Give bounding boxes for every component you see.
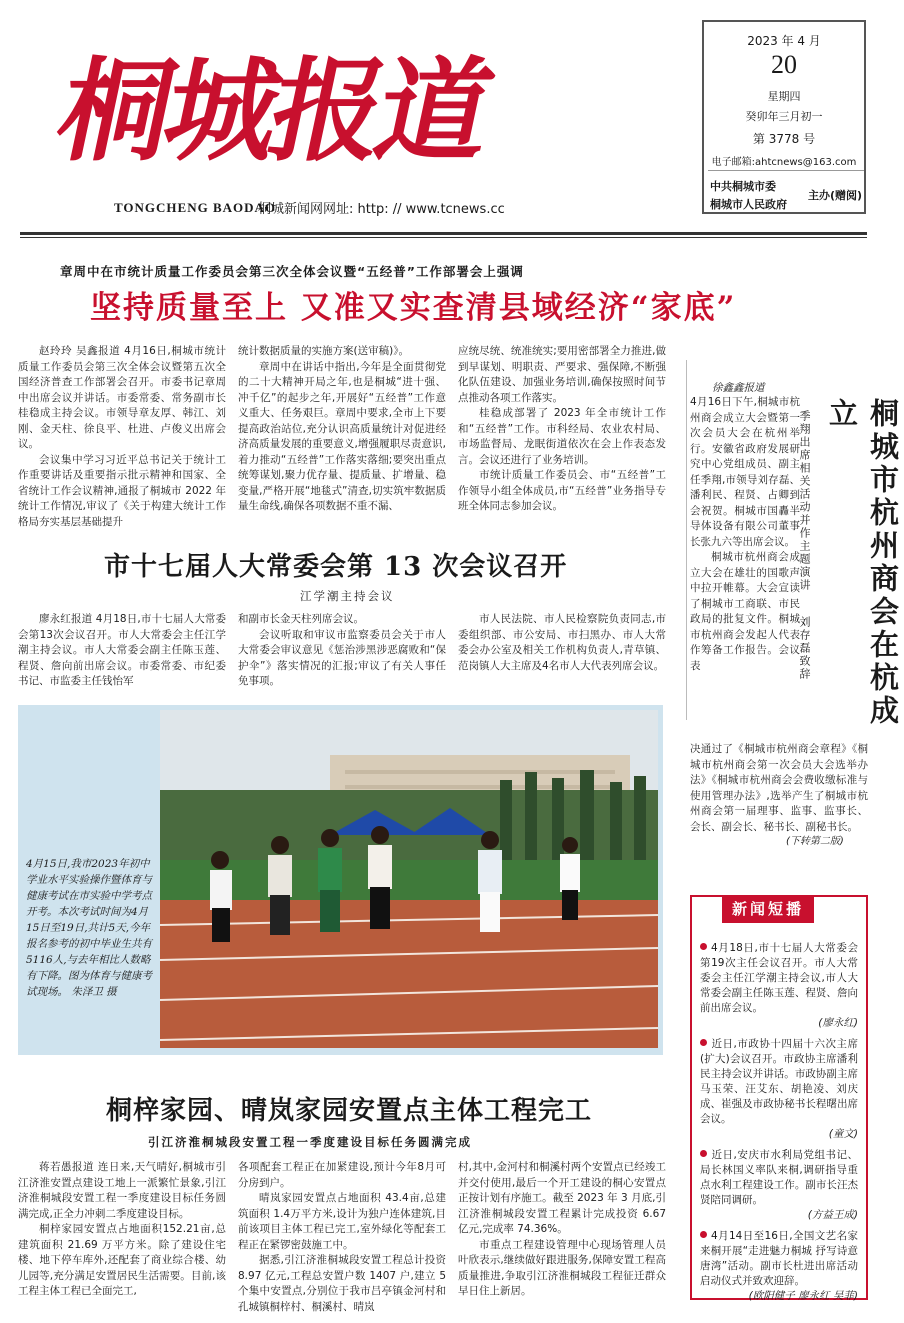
masthead-pinyin: TONGCHENG BAODAO xyxy=(114,200,277,215)
chamber-sub-2: 刘存磊致辞 xyxy=(798,616,811,681)
sponsor-1: 中共桐城市委 xyxy=(710,180,776,193)
housing-column-2: 各项配套工程正在加紧建设,预计今年8月可分房到户。 晴岚家园安置点占地面积 43.4亩,总建筑面积 1.4万平方米,设计为独户连体建筑,目前该项目主体工程已完工,室外绿化等配套工程正在紧锣密鼓施工中。 据悉,引江济淮桐城段安置工程总计投资 8.97 亿元,工程总安置户数 1407 户,建立 5 个集中安置点,分别位于我市吕亭镇金河村和孔城镇桐梓村、桐溪村、晴岚 xyxy=(238,1161,446,1313)
photo-caption: 4月15日,我市2023年初中学业水平实验操作暨体育与健康考试在市实验中学考点开考。本次考试时间为4月15日至19日,共计5天,今年报名参考的初中毕业生共有5116人,与去年相比人数略有下降。图为体育与健康考试现场。 朱泽卫 摄 xyxy=(26,858,152,998)
housing-headline: 桐梓家园、晴岚家园安置点主体工程完工 xyxy=(106,1096,593,1126)
masthead-rule-thin xyxy=(20,237,867,238)
date-day: 20 xyxy=(771,50,797,79)
congress-column-2: 和副市长金天柱列席会议。 会议听取和审议市监察委员会关于市人大常委会审议意见《惩治涉黑涉恶腐败和“保护伞”》落实情况的汇报;审议了有关人事任免事项。 xyxy=(238,613,446,687)
bullet-icon xyxy=(700,1150,707,1157)
lead-column-3: 应统尽统、统准统实;要用密部署全力推进,做到早谋划、明职责、严要求、强保障,不断强化队伍建设、加强业务培训,确保按照时间节点推动各项工作落实。 桂稳成部署了 2023 年全市统计工作和“五经普”工作。市科经局、农业农村局、市场监督局、龙眠街道依次在会上作表态发言。会议还进行了业务培训。 市统计质量工作委员会、市“五经普”工作领导小组全体成员,市“五经普”业务指导专班全体同志参加会议。 xyxy=(458,345,666,512)
congress-sub: 江学潮主持会议 xyxy=(300,589,395,603)
masthead-rule xyxy=(20,232,867,235)
housing-column-1: 蒋若愚报道 连日来,天气晴好,桐城市引江济淮安置点建设工地上一派繁忙景象,引江济淮桐城段安置工程一季度建设目标任务圆满完成,正全力冲刺二季度建设目标。 桐梓家园安置点占地面积152.21亩,总建筑面积 21.69 万平方米。除了建设住宅楼、地下停车库外,还配套了商业综合楼、幼儿园等,充分满足安置居民生活需要。目前,该工程主体工程已全面完工, xyxy=(18,1161,226,1297)
chamber-continued: (下转第二版) xyxy=(786,836,844,847)
lead-kicker: 章周中在市统计质量工作委员会第三次全体会议暨“五经普”工作部署会上强调 xyxy=(60,264,524,279)
news-briefs-box xyxy=(690,895,868,1300)
housing-sub: 引江济淮桐城段安置工程一季度建设目标任务圆满完成 xyxy=(148,1135,472,1149)
sponsor-2: 桐城市人民政府 xyxy=(710,198,787,211)
email: 电子邮箱:ahtcnews@163.com xyxy=(711,157,857,168)
congress-column-1: 廖永红报道 4月18日,市十七届人大常委会第13次会议召开。市人大常委会主任江学潮主持会议。市人大常委会副主任陈玉莲、程贤、詹向前出席会议。市委常委、市纪委书记、市监委主任钱怡军 xyxy=(18,613,226,687)
side-divider xyxy=(686,360,687,720)
sponsor-note: 主办(赠阅) xyxy=(808,189,863,202)
chamber-sub-1: 季翔出席相关活动并作主题演讲 xyxy=(798,410,811,592)
photo xyxy=(160,710,658,1048)
lead-headline: 坚持质量至上 又准又实查清县域经济“家底” xyxy=(90,290,737,326)
housing-column-3: 村,其中,金河村和桐溪村两个安置点已经竣工并交付使用,最后一个开工建设的桐心安置点正按计划有序施工。截至 2023 年 3 月底,引江济淮桐城段安置工程累计完成投资 6.67 亿元,完成率 74.36%。 市重点工程建设管理中心现场管理人员叶欣表示,继续做好跟进服务,保障安置工程高质量推进,争取引江济淮桐城段工程征迁群众早日住上新居。 xyxy=(458,1161,666,1297)
svg-text:桐城报道: 桐城报道 xyxy=(46,45,499,177)
list-item: 4月14日至16日,全国文艺名家来桐开展“走进魅力桐城 抒写诗意唐湾”活动。副市长杜进出席活动启动仪式并致欢迎辞。 (欧阳健子 廖永红 吴菲) xyxy=(700,1230,858,1302)
list-item: 4月18日,市十七届人大常委会第19次主任会议召开。市人大常委会主任江学潮主持会议,市人大常委会副主任陈玉莲、程贤、詹向前出席会议。 (廖永红) xyxy=(700,942,858,1029)
date-lunar: 癸卯年三月初一 xyxy=(745,110,823,123)
brief-list xyxy=(700,941,858,1304)
masthead-logo xyxy=(46,30,499,180)
date-weekday: 星期四 xyxy=(767,90,801,103)
list-item: 近日,安庆市水利局党组书记、局长林国义率队来桐,调研指导重点水利工程建设工作。副市长汪杰贤陪同调研。 (方益王成) xyxy=(700,1149,858,1221)
congress-column-3: 市人民法院、市人民检察院负责同志,市委组织部、市公安局、市扫黑办、市人大常委会办公室及相关工作机构负责人,青草镇、范岗镇人大主席及4名市人大代表列席会议。 xyxy=(458,613,666,672)
chamber-byline: 徐鑫鑫报道 xyxy=(712,382,765,394)
list-item: 近日,市政协十四届十六次主席(扩大)会议召开。市政协主席潘利民主持会议并讲话。市政协副主席马玉荣、汪艾东、胡艳凌、刘庆成、崔强及市政协秘书长程曙出席会议。 (童文) xyxy=(700,1038,858,1140)
website-address: 桐城新闻网网址: http: // www.tcnews.cc xyxy=(258,202,505,217)
news-briefs-title: 新闻短播 xyxy=(722,895,814,923)
lead-column-2: 统计数据质量的实施方案(送审稿)》。 章周中在讲话中指出,今年是全面贯彻党的二十大精神开局之年,也是桐城“进十强、冲千亿”的起步之年,开展好“五经普”工作意义重大、任务艰巨。章周中要求,全市上下要提高政治站位,充分认识高质量统计对促进经济高质量发展的重要意义,增强履职尽责意识,着力推动“五经普”工作落实落细;要突出重点统筹谋划,聚力优存量、提质量、扩增量、稳变量,严格开展“地毯式”清查,切实筑牢数据质量生命线,确保各项数据不重不漏、 xyxy=(238,345,446,512)
congress-headline: 市十七届人大常委会第 13 次会议召开 xyxy=(104,552,568,582)
calligraphy-logo-icon xyxy=(46,30,499,180)
bullet-icon xyxy=(700,943,707,950)
chamber-body-3: 决通过了《桐城市杭州商会章程》《桐城市杭州商会第一次会员大会选举办法》《桐城市杭州商会会费收缴标准与使用管理办法》,选举产生了桐城市杭州商会第一届理事、监事、监事长、会长、副会长、秘书长、副秘书长。 xyxy=(690,743,868,833)
date-year-month: 2023 年 4 月 xyxy=(747,34,821,48)
chamber-body-1: 4月16日下午,桐城市杭州商会成立大会暨第一次会员大会在杭州举行。安徽省政府发展研究中心党组成员、副主任季翔,市领导刘存磊、潘利民、程贤、占卿到会祝贺。桐城市国轟半导体设备有限公司董事长张九六等出席会议。 桐城市杭州商会成立大会在雄壮的国歌声中拉开帷幕。大会宣读了桐城市工商联、市民政局的批复文件。桐城市杭州商会发起人代表作筹备工作报告。会议表 xyxy=(690,396,800,672)
date-box xyxy=(702,20,866,214)
issue-number: 第 3778 号 xyxy=(752,132,816,146)
lead-column-1: 赵玲玲 吴鑫报道 4月16日,桐城市统计质量工作委员会第三次全体会议暨第五次全国经济普查工作部署会召开。市委书记章周中出席会议并讲话。市委常委、常务副市长桂稳成主持会议。市领导章友厚、韩江、刘刚、金天柱、徐良平、杜进、卢俊义出席会议。 会议集中学习习近平总书记关于统计工作重要讲话及重要指示批示精神和国家、全省统计工作会议精神,通报了桐城市 2022 年统计工作情况,审议了《关于构建大统计工作格局夯实基层基础提升 xyxy=(18,345,226,528)
track-race-photo-icon xyxy=(160,710,658,1048)
bullet-icon xyxy=(700,1039,707,1046)
chamber-title: 桐城市杭州商会在杭成立 xyxy=(825,398,900,728)
bullet-icon xyxy=(700,1231,707,1238)
